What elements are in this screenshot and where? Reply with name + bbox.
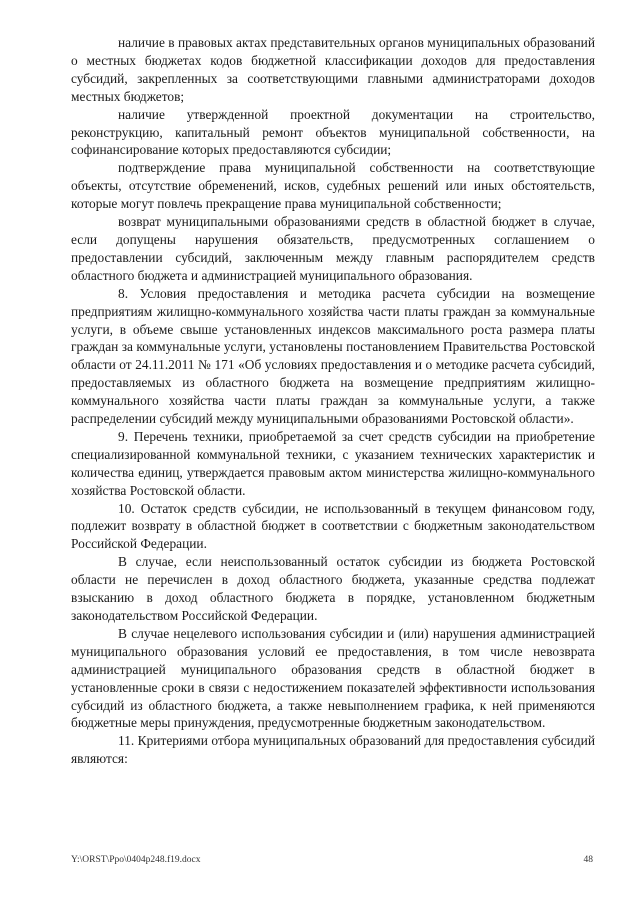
document-body	[71, 34, 595, 768]
footer-page-number: 48	[583, 855, 593, 865]
footer-file-path: Y:\ORST\Ppo\0404p248.f19.docx	[71, 855, 201, 865]
paragraph-item-11: 11. Критериями отбора муниципальных образований для предоставления субсидий являются:	[71, 733, 595, 767]
paragraph-funds-return: возврат муниципальными образованиями средств в областной бюджет в случае, если допущены нарушения обязательств, предусмотренных соглашением о предоставлении субсидий, заключенным между главным распорядителем средств областного бюджета и администрацией муниципального образования.	[71, 214, 595, 283]
paragraph-misuse: В случае нецелевого использования субсидии и (или) нарушения администрацией муниципального образования условий ее предоставления, в том числе невозврата администрацией муниципального образования средств в областной бюджет в установленные сроки в связи с недостижением показателей эффективности использования субсидий из областного бюджета, а также невыполнением графика, к ней применяются бюджетные меры принуждения, предусмотренные бюджетным законодательством.	[71, 625, 595, 731]
paragraph-ownership-confirmation: подтверждение права муниципальной собственности на соответствующие объекты, отсутствие обременений, исков, судебных решений или иных обстоятельств, которые могут повлечь прекращение права муниципальной собственности;	[71, 160, 595, 212]
paragraph-item-9: 9. Перечень техники, приобретаемой за счет средств субсидии на приобретение специализированной коммунальной техники, с указанием технических характеристик и количества единиц, утверждается правовым актом министерства жилищно-коммунального хозяйства Ростовской области.	[71, 428, 595, 498]
paragraph-item-10: 10. Остаток средств субсидии, не использованный в текущем финансовом году, подлежит возврату в областной бюджет в соответствии с бюджетным законодательством Российской Федерации.	[71, 500, 595, 552]
paragraph-unused-balance: В случае, если неиспользованный остаток субсидии из бюджета Ростовской области не перечислен в доход областного бюджета, указанные средства подлежат взысканию в доход областного бюджета в порядке, установленном бюджетным законодательством Российской Федерации.	[71, 554, 595, 623]
paragraph-item-8: 8. Условия предоставления и методика расчета субсидии на возмещение предприятиям жилищно-коммунального хозяйства части платы граждан за коммунальные услуги, в объеме свыше установленных индексов максимального роста размера платы граждан за коммунальные услуги, установлены постановлением Правительства Ростовской области от 24.11.2011 № 171 «Об условиях предоставления и о методике расчета субсидий, предоставляемых из областного бюджета на возмещение предприятиям жилищно-коммунального хозяйства части платы граждан за коммунальные услуги, а также распределении субсидий между муниципальными образованиями Ростовской области».	[71, 285, 595, 427]
paragraph-budget-codes: наличие в правовых актах представительных органов муниципальных образований о местных бюджетах кодов бюджетной классификации доходов для предоставления субсидий, закрепленных за соответствующими главными администраторами доходов местных бюджетов;	[71, 35, 595, 104]
paragraph-project-documentation: наличие утвержденной проектной документации на строительство, реконструкцию, капитальный ремонт объектов муниципальной собственности, на софинансирование которых предоставляются субсидии;	[71, 106, 595, 158]
